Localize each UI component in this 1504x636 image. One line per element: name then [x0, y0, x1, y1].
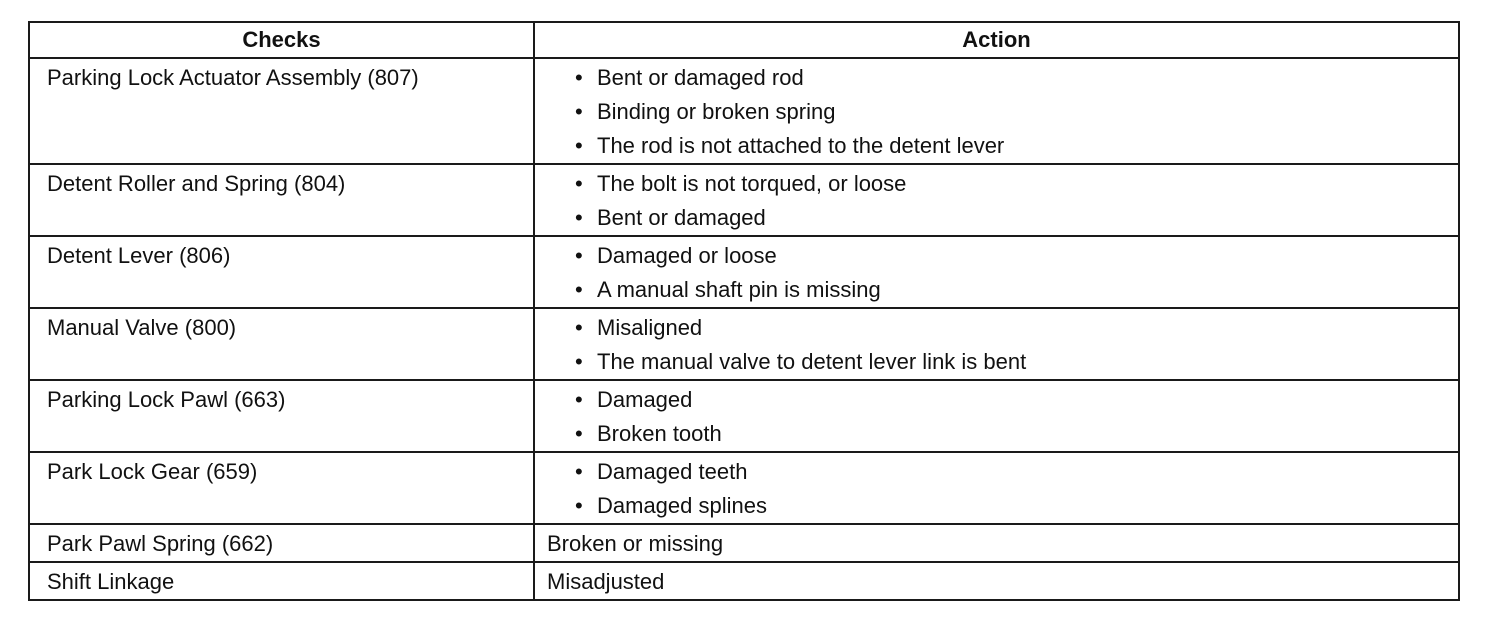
check-cell: Park Lock Gear (659)	[29, 452, 534, 524]
checks-action-table	[28, 21, 1460, 601]
action-item: • Misaligned	[547, 311, 1458, 345]
action-item: • Damaged teeth	[547, 455, 1458, 489]
action-header: Action	[534, 22, 1459, 58]
table-row	[29, 236, 1459, 308]
table-row	[29, 58, 1459, 164]
action-item: • Binding or broken spring	[547, 95, 1458, 129]
check-cell: Shift Linkage	[29, 562, 534, 600]
action-item: • Bent or damaged	[547, 201, 1458, 235]
check-cell: Parking Lock Actuator Assembly (807)	[29, 58, 534, 164]
action-cell	[534, 380, 1459, 452]
action-item: • Bent or damaged rod	[547, 61, 1458, 95]
action-list	[547, 455, 1458, 523]
check-cell: Park Pawl Spring (662)	[29, 524, 534, 562]
action-item: • A manual shaft pin is missing	[547, 273, 1458, 307]
checks-header: Checks	[29, 22, 534, 58]
action-cell	[534, 452, 1459, 524]
action-cell: Misadjusted	[534, 562, 1459, 600]
action-cell	[534, 164, 1459, 236]
table-row	[29, 524, 1459, 562]
action-item: • The bolt is not torqued, or loose	[547, 167, 1458, 201]
action-item: • Broken tooth	[547, 417, 1458, 451]
table-row	[29, 452, 1459, 524]
action-list	[547, 383, 1458, 451]
action-list	[547, 61, 1458, 163]
check-cell: Detent Lever (806)	[29, 236, 534, 308]
table-row	[29, 164, 1459, 236]
action-item: • Damaged or loose	[547, 239, 1458, 273]
table-row	[29, 562, 1459, 600]
action-cell	[534, 58, 1459, 164]
action-cell	[534, 236, 1459, 308]
action-list	[547, 311, 1458, 379]
table-row	[29, 380, 1459, 452]
action-item: • Damaged splines	[547, 489, 1458, 523]
check-cell: Manual Valve (800)	[29, 308, 534, 380]
action-cell	[534, 308, 1459, 380]
action-item: • The rod is not attached to the detent lever	[547, 129, 1458, 163]
table-row	[29, 308, 1459, 380]
action-list	[547, 167, 1458, 235]
action-item: • The manual valve to detent lever link is bent	[547, 345, 1458, 379]
action-list	[547, 239, 1458, 307]
check-cell: Parking Lock Pawl (663)	[29, 380, 534, 452]
header-row	[29, 22, 1459, 58]
check-cell: Detent Roller and Spring (804)	[29, 164, 534, 236]
action-item: • Damaged	[547, 383, 1458, 417]
action-cell: Broken or missing	[534, 524, 1459, 562]
